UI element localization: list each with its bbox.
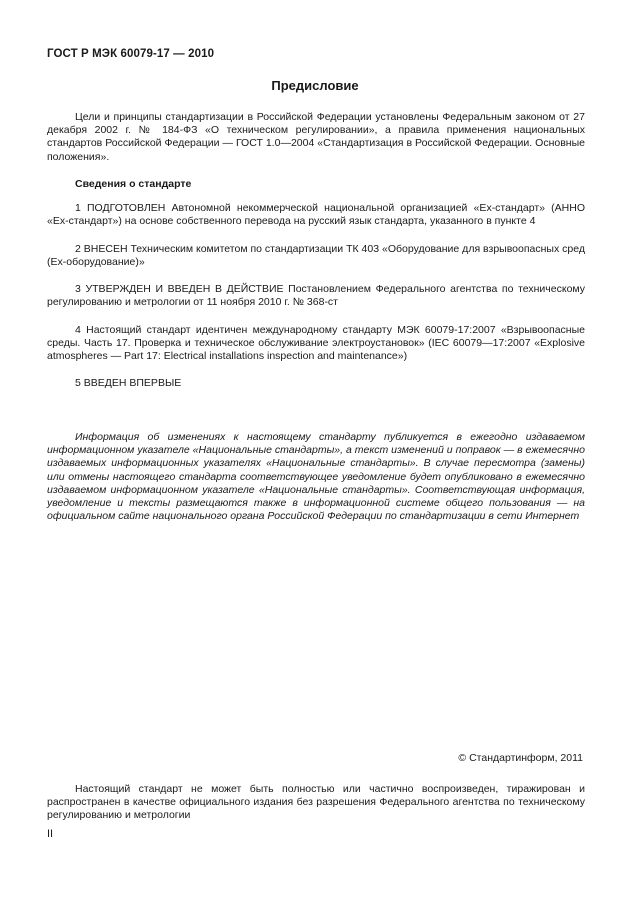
info-item-2: 2 ВНЕСЕН Техническим комитетом по стандартизации ТК 403 «Оборудование для взрывоопасных сред (Ех-оборудование)»: [47, 243, 585, 269]
page-number: II: [47, 828, 54, 840]
intro-paragraph: Цели и принципы стандартизации в Российской Федерации установлены Федеральным законом от 27 декабря 2002 г. № 184-ФЗ «О техническом регулировании», а правила применения национальных стандартов Российской Федерации — ГОСТ 1.0—2004 «Стандартизация в Российской Федерации. Основные положения».: [47, 111, 585, 163]
rights-paragraph: Настоящий стандарт не может быть полностью или частично воспроизведен, тиражирован и распространен в качестве официального издания без разрешения Федерального агентства по техническому регулированию и метрологии: [47, 783, 585, 822]
page-title-text: Предисловие: [271, 78, 359, 93]
info-item-5: 5 ВВЕДЕН ВПЕРВЫЕ: [75, 377, 182, 389]
notice-paragraph: Информация об изменениях к настоящему стандарту публикуется в ежегодно издаваемом информационном указателе «Национальные стандарты», а текст изменений и поправок — в ежемесячно издаваемых информационных указателях «Национальные стандарты». В случае пересмотра (замены) или отмены настоящего стандарта соответствующее уведомление будет опубликовано в ежемесячно издаваемом информационном указателе «Национальные стандарты». Соответствующая информация, уведомление и тексты размещаются также в информационной системе общего пользования — на официальном сайте национального органа Российской Федерации по стандартизации в сети Интернет: [47, 431, 585, 523]
info-heading: Сведения о стандарте: [75, 178, 192, 190]
info-item-3: 3 УТВЕРЖДЕН И ВВЕДЕН В ДЕЙСТВИЕ Постановлением Федерального агентства по техническому регулированию и метрологии от 11 ноября 2010 г. № 368-ст: [47, 283, 585, 309]
info-item-1: 1 ПОДГОТОВЛЕН Автономной некоммерческой национальной организацией «Ех-стандарт» (АННО «Ех-стандарт») на основе собственного перевода на русский язык стандарта, указанного в пункте 4: [47, 202, 585, 228]
page-title: [0, 78, 630, 93]
info-item-4: 4 Настоящий стандарт идентичен международному стандарту МЭК 60079-17:2007 «Взрывоопасные среды. Часть 17. Проверка и техническое обслуживание электроустановок» (IEC 60079—17:2007 «Explosive atmospheres — Part 17: Electrical installations inspection and maintenance»): [47, 324, 585, 363]
document-header: ГОСТ Р МЭК 60079-17 — 2010: [47, 48, 215, 60]
copyright-line: © Стандартинформ, 2011: [458, 752, 583, 764]
